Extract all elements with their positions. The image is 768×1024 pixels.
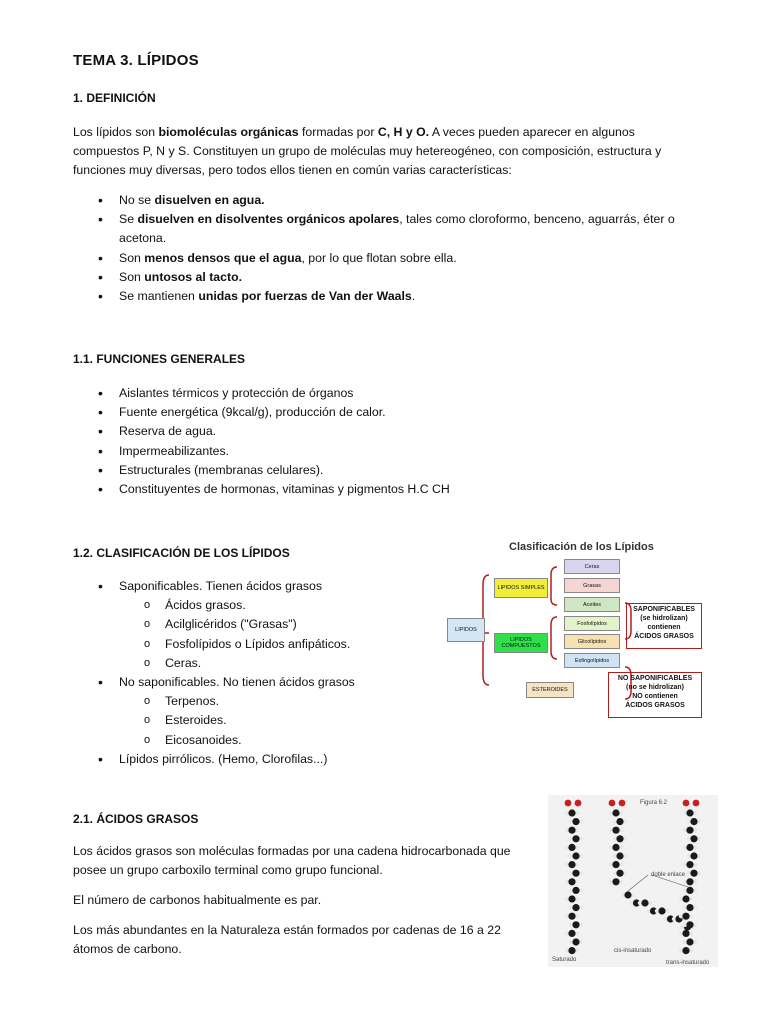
carbon-atom bbox=[686, 827, 693, 834]
list-item: • Constituyentes de hormonas, vitaminas y pigmentos H.C CH bbox=[73, 480, 719, 499]
carbon-atom bbox=[686, 878, 693, 885]
carbon-atom bbox=[612, 809, 619, 816]
text-run: menos densos que el agua bbox=[144, 250, 302, 265]
carbon-atom bbox=[572, 852, 579, 859]
carbon-atom bbox=[616, 818, 623, 825]
lipidos-compuestos-box: LIPIDOS COMPUESTOS bbox=[494, 633, 548, 653]
text-run: unidas por fuerzas de Van der Waals bbox=[198, 289, 412, 304]
text-run: formadas por bbox=[298, 125, 378, 139]
text-run: Se bbox=[119, 212, 138, 227]
carbon-atom bbox=[572, 904, 579, 911]
annotation-line: ÁCIDOS GRASOS bbox=[625, 702, 685, 709]
glicolipidos-box: Glicolípidos bbox=[564, 634, 620, 649]
text-run: Son bbox=[119, 250, 145, 265]
annotation-line: ÁCIDOS GRASOS bbox=[634, 633, 694, 640]
annotation-line: (se hidrolizan) bbox=[640, 615, 688, 622]
page-title: TEMA 3. LÍPIDOS bbox=[73, 52, 199, 69]
lipidos-box: LIPIDOS bbox=[447, 618, 485, 642]
carbon-atom bbox=[682, 913, 689, 920]
section-heading-clasificacion: 1.2. CLASIFICACIÓN DE LOS LÍPIDOS bbox=[73, 546, 290, 560]
list-item: • Fuente energética (9kcal/g), producción de calor. bbox=[73, 403, 719, 422]
carbon-atom bbox=[690, 870, 697, 877]
characteristics-list bbox=[73, 191, 719, 306]
group-label: No saponificables. No tienen ácidos grasos bbox=[119, 675, 355, 690]
carbon-atom bbox=[568, 930, 575, 937]
oxygen-atom bbox=[565, 800, 572, 807]
carbon-atom bbox=[572, 870, 579, 877]
sub-list-item: o Terpenos. bbox=[73, 692, 765, 711]
text-run: No se bbox=[119, 193, 155, 207]
section-heading-definicion: 1. DEFINICIÓN bbox=[73, 91, 156, 105]
carbon-atom bbox=[682, 930, 689, 937]
oxygen-atom bbox=[619, 800, 626, 807]
text-run: , tales como cloroformo, benceno, aguarrás, éter o acetona. bbox=[119, 212, 675, 246]
list-item: • Reserva de agua. bbox=[73, 422, 719, 441]
carbon-atom bbox=[612, 827, 619, 834]
list-item bbox=[73, 191, 719, 210]
fatty-acid-molecule-figure bbox=[548, 795, 718, 967]
carbon-atom bbox=[624, 891, 631, 898]
section-heading-acidos-grasos: 2.1. ÁCIDOS GRASOS bbox=[73, 812, 199, 826]
carbon-atom bbox=[568, 913, 575, 920]
carbon-atom bbox=[568, 861, 575, 868]
carbon-atom bbox=[572, 887, 579, 894]
carbon-atom bbox=[568, 878, 575, 885]
classification-figure-title: Clasificación de los Lípidos bbox=[509, 541, 654, 553]
ceras-box: Ceras bbox=[564, 559, 620, 574]
trans-unsaturated-label: trans-insaturado bbox=[666, 960, 710, 966]
carbon-atom bbox=[572, 835, 579, 842]
double-bond-label: doble enlace bbox=[651, 872, 686, 878]
carbon-atom bbox=[686, 887, 693, 894]
carbon-atom bbox=[686, 861, 693, 868]
text-run: biomoléculas orgánicas bbox=[158, 125, 299, 139]
no-saponificables-annotation bbox=[608, 672, 702, 718]
list-item bbox=[73, 750, 719, 769]
carbon-atom bbox=[572, 818, 579, 825]
carbon-atom bbox=[616, 835, 623, 842]
group-label: Lípidos pirrólicos. (Hemo, Clorofilas...) bbox=[119, 751, 328, 766]
text-run: , por lo que flotan sobre ella. bbox=[301, 250, 457, 265]
carbon-atom bbox=[690, 835, 697, 842]
list-item: • Impermeabilizantes. bbox=[73, 442, 719, 461]
sub-list-item: o Esteroides. bbox=[73, 711, 765, 730]
oxygen-atom bbox=[693, 800, 700, 807]
list-item bbox=[73, 268, 719, 287]
saponificables-annotation bbox=[626, 603, 702, 649]
fosfolipidos-box: Fosfolípidos bbox=[564, 616, 620, 631]
functions-list bbox=[73, 384, 719, 499]
annotation-line: NO SAPONIFICABLES bbox=[617, 675, 693, 682]
carbon-atom bbox=[616, 852, 623, 859]
fatty-acid-paragraph-3: Los más abundantes en la Naturaleza están formados por cadenas de 16 a 22 átomos de carbono. bbox=[73, 923, 501, 957]
carbon-atom bbox=[568, 827, 575, 834]
carbon-atom bbox=[690, 818, 697, 825]
list-item: • Aislantes térmicos y protección de órganos bbox=[73, 384, 719, 403]
sub-list-item: o Ácidos grasos. bbox=[73, 596, 765, 615]
list-item bbox=[73, 287, 719, 306]
text-run: disuelven en disolventes orgánicos apolares bbox=[137, 212, 400, 227]
figure-number-label: Figura 6.2 bbox=[640, 800, 668, 806]
carbon-atom bbox=[612, 861, 619, 868]
carbon-atom bbox=[612, 878, 619, 885]
oxygen-atom bbox=[683, 800, 690, 807]
list-item bbox=[73, 210, 719, 248]
esteroides-box: ESTEROIDES bbox=[526, 682, 574, 698]
oxygen-atom bbox=[609, 800, 616, 807]
sub-list-item: o Ceras. bbox=[73, 654, 765, 673]
annotation-line: NO contienen bbox=[632, 693, 678, 700]
carbon-atom bbox=[686, 938, 693, 945]
sub-list-item: o Acilglicéridos ("Grasas") bbox=[73, 615, 765, 634]
carbon-atom bbox=[686, 809, 693, 816]
annotation-line: SAPONIFICABLES bbox=[633, 606, 695, 613]
grasas-box: Grasas bbox=[564, 578, 620, 593]
esfingolipidos-box: Esfingolípidos bbox=[564, 653, 620, 668]
group-label: Saponificables. Tienen ácidos grasos bbox=[119, 579, 323, 593]
text-run: Los lípidos son bbox=[73, 125, 159, 139]
carbon-atom bbox=[686, 844, 693, 851]
carbon-atom bbox=[568, 947, 575, 954]
sub-list-item: o Eicosanoides. bbox=[73, 731, 765, 750]
text-run: Se mantienen bbox=[119, 289, 199, 304]
carbon-atom bbox=[568, 844, 575, 851]
carbon-atom bbox=[616, 870, 623, 877]
list-item: • Estructurales (membranas celulares). bbox=[73, 461, 719, 480]
annotation-line: contienen bbox=[647, 624, 681, 631]
carbon-atom bbox=[612, 844, 619, 851]
saturated-label: Saturado bbox=[552, 957, 577, 963]
list-item bbox=[73, 249, 719, 268]
carbon-atom bbox=[658, 907, 665, 914]
carbon-atom bbox=[686, 904, 693, 911]
fatty-acid-paragraph-2: El número de carbonos habitualmente es par. bbox=[73, 893, 322, 907]
section-heading-funciones: 1.1. FUNCIONES GENERALES bbox=[73, 352, 246, 366]
oxygen-atom bbox=[575, 800, 582, 807]
sub-list-item: o Fosfolípidos o Lípidos anfipáticos. bbox=[73, 635, 765, 654]
fatty-acid-paragraph-1: Los ácidos grasos son moléculas formadas por una cadena hidrocarbonada que posee un grupo carboxilo terminal como grupo funcional. bbox=[73, 844, 511, 878]
cis-unsaturated-label: cis-insaturado bbox=[614, 948, 652, 954]
carbon-atom bbox=[572, 921, 579, 928]
text-run: A veces pueden aparecer en algunos compuestos P, N y S. Constituyen un grupo de moléculas muy hetereogéneo, con composición, estructura y funciones muy diversas, pero todos ellos tienen en común varias características: bbox=[73, 125, 662, 178]
carbon-atom bbox=[682, 947, 689, 954]
carbon-atom bbox=[682, 895, 689, 902]
text-run: disuelven en agua. bbox=[154, 193, 265, 207]
carbon-atom bbox=[686, 921, 693, 928]
lipidos-simples-box: LIPIDOS SIMPLES bbox=[494, 578, 548, 598]
carbon-atom bbox=[641, 899, 648, 906]
carbon-atom bbox=[690, 852, 697, 859]
carbon-atom bbox=[572, 938, 579, 945]
carbon-atom bbox=[568, 809, 575, 816]
carbon-atom bbox=[568, 895, 575, 902]
text-run: C, H y O. bbox=[377, 125, 430, 139]
text-run: Son bbox=[119, 269, 145, 284]
definition-paragraph bbox=[73, 123, 703, 181]
annotation-line: (no se hidrolizan) bbox=[626, 684, 684, 691]
text-run: untosos al tacto. bbox=[144, 269, 242, 284]
aceites-box: Aceites bbox=[564, 597, 620, 612]
text-run: . bbox=[411, 289, 416, 304]
